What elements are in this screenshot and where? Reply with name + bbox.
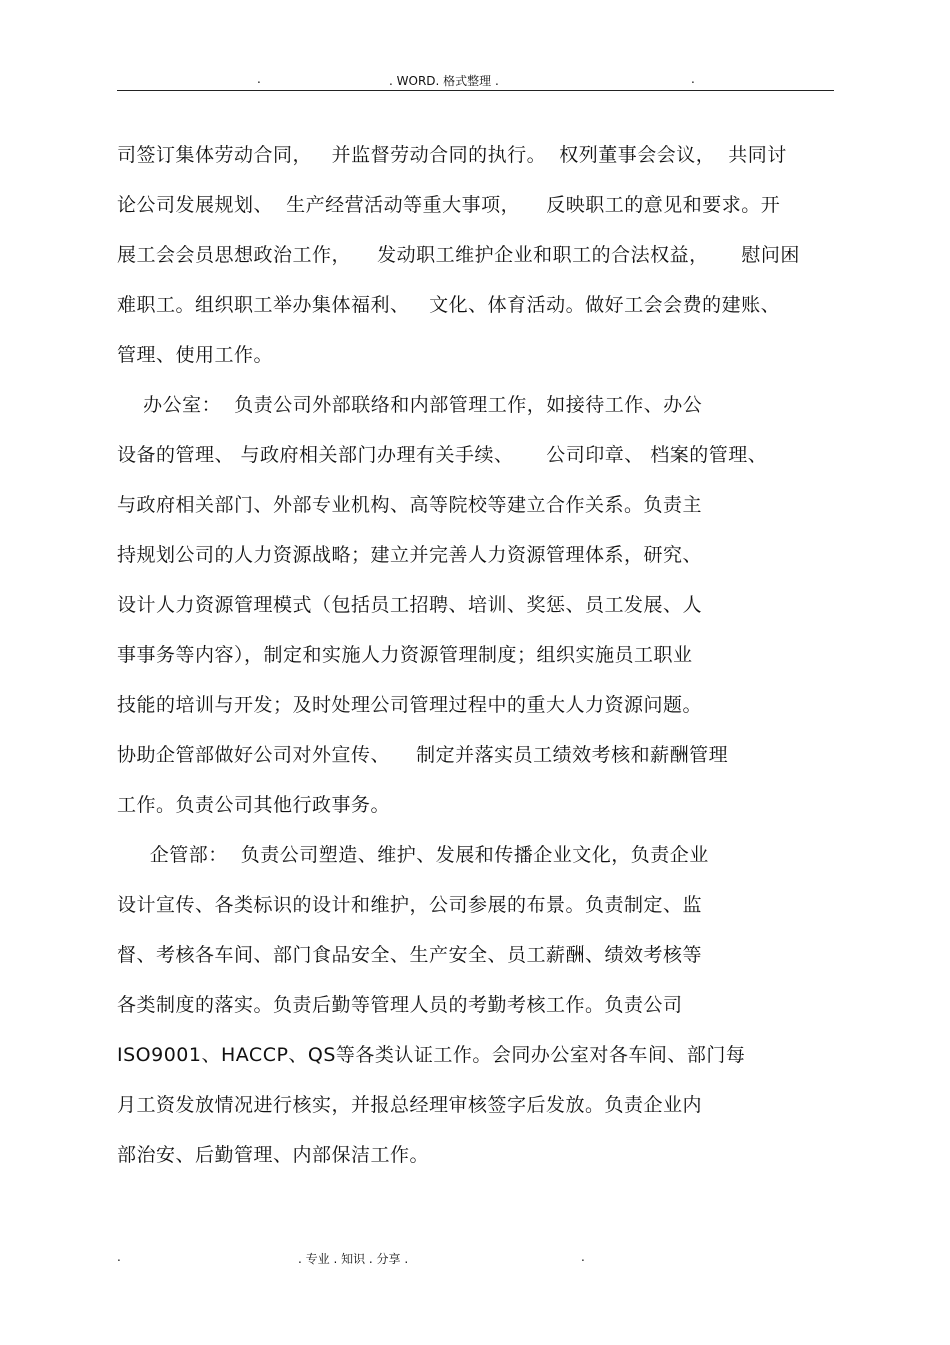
text-line: 工作。负责公司其他行政事务。 [117,794,391,816]
text-line: 协助企管部做好公司对外宣传、 制定并落实员工绩效考核和薪酬管理 [117,744,729,766]
text-line: 办公室： 负责公司外部联络和内部管理工作，如接待工作、办公 [117,394,703,416]
text-line: ISO9001、HACCP、QS等各类认证工作。会同办公室对各车间、部门每 [117,1044,746,1066]
text-line: 司签订集体劳动合同， 并监督劳动合同的执行。 权列董事会会议， 共同讨 [117,144,787,166]
footer-right-mark: . [581,1250,585,1264]
text-line: 技能的培训与开发；及时处理公司管理过程中的重大人力资源问题。 [117,694,703,716]
footer-text: . 专业 . 知识 . 分享 . [298,1252,409,1266]
text-line: 事事务等内容），制定和实施人力资源管理制度；组织实施员工职业 [117,644,693,666]
header-title: . WORD. 格式整理 . [389,74,499,88]
page-header [117,66,834,91]
text-line: 月工资发放情况进行核实，并报总经理审核签字后发放。负责企业内 [117,1094,703,1116]
header-right-mark: . [691,72,695,86]
text-line: 管理、使用工作。 [117,344,274,366]
text-line: 企管部： 负责公司塑造、维护、发展和传播企业文化，负责企业 [117,844,709,866]
text-line: 设计宣传、各类标识的设计和维护，公司参展的布景。负责制定、监 [117,894,703,916]
footer-left-mark: . [117,1250,121,1264]
text-line: 与政府相关部门、外部专业机构、高等院校等建立合作关系。负责主 [117,494,703,516]
text-line: 展工会会员思想政治工作， 发动职工维护企业和职工的合法权益， 慰问困 [117,244,800,266]
text-line: 督、考核各车间、部门食品安全、生产安全、员工薪酬、绩效考核等 [117,944,703,966]
text-line: 各类制度的落实。负责后勤等管理人员的考勤考核工作。负责公司 [117,994,683,1016]
text-line: 持规划公司的人力资源战略；建立并完善人力资源管理体系，研究、 [117,544,703,566]
header-left-mark: . [257,72,261,86]
text-line: 设计人力资源管理模式（包括员工招聘、培训、奖惩、员工发展、人 [117,594,703,616]
page-footer [0,1250,950,1270]
text-line: 设备的管理、 与政府相关部门办理有关手续、 公司印章、 档案的管理、 [117,444,768,466]
text-line: 论公司发展规划、 生产经营活动等重大事项， 反映职工的意见和要求。开 [117,194,781,216]
text-line: 部治安、后勤管理、内部保洁工作。 [117,1144,430,1166]
text-line: 难职工。组织职工举办集体福利、 文化、体育活动。做好工会会费的建账、 [117,294,781,316]
